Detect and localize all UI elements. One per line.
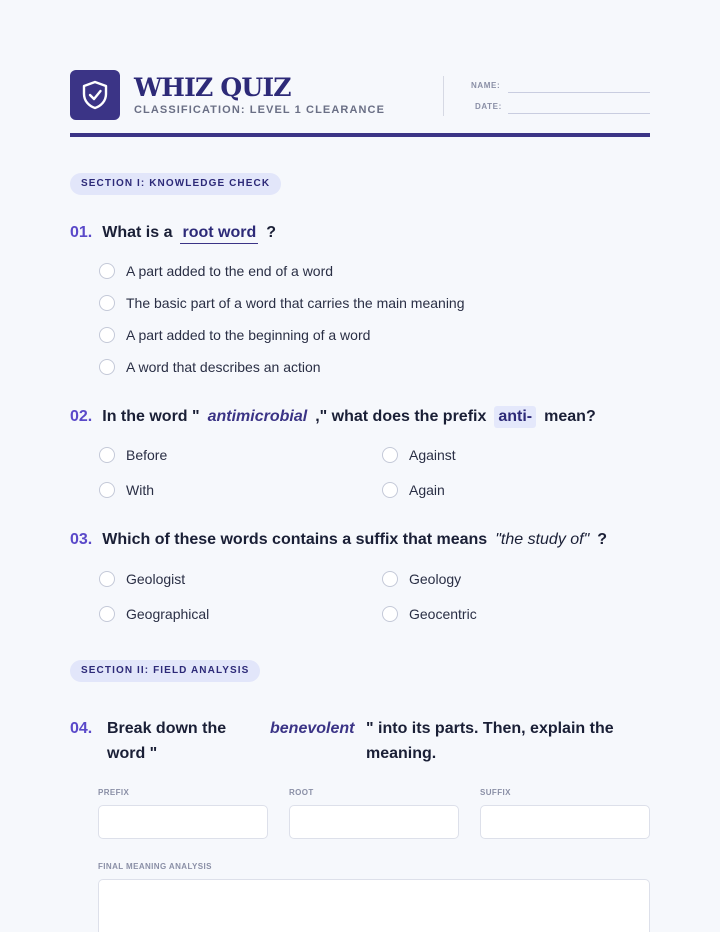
q2-option-a[interactable]: Before: [99, 447, 167, 463]
question-number: 01.: [70, 224, 93, 241]
quiz-page: WHIZ QUIZ CLASSIFICATION: LEVEL 1 CLEARANCE NAME: DATE: SECTION I: KNOWLEDGE CHECK 01. What is a root word ? A part added to the end of a word The basic part of a word that carries the main meaning A part added to the beginning of a word A word that describes an action 02. In the word " antimicrobial ," what does the prefix anti- mean? Before Against With Again 03. Which of these words contains a suffix that means "the study of" ? Geologist Geology Geographical Geocentric SECTION II: FIELD ANALYSIS 04. Break down the word " benevolent " into its parts. Then, explain the meaning. PREFIX ROOT SUFFIX FINAL MEANING ANALYSIS: [70, 0, 650, 932]
question-number: 04.: [70, 720, 93, 737]
q2-option-b[interactable]: Against: [382, 447, 456, 463]
section-1-badge: SECTION I: KNOWLEDGE CHECK: [70, 173, 281, 195]
radio-button[interactable]: [99, 447, 115, 463]
logo: [70, 70, 120, 120]
radio-button[interactable]: [99, 295, 115, 311]
question-2: 02. In the word " antimicrobial ," what does the prefix anti- mean?: [70, 406, 650, 428]
prefix-label: PREFIX: [98, 788, 130, 797]
date-field[interactable]: [508, 113, 650, 114]
q1-option-c[interactable]: A part added to the beginning of a word: [99, 327, 370, 343]
q3-option-a[interactable]: Geologist: [99, 571, 185, 587]
q3-option-c[interactable]: Geographical: [99, 606, 209, 622]
keyword-antimicrobial: antimicrobial: [207, 408, 308, 425]
radio-button[interactable]: [99, 606, 115, 622]
q3-option-b[interactable]: Geology: [382, 571, 461, 587]
q1-option-b[interactable]: The basic part of a word that carries the main meaning: [99, 295, 465, 311]
name-field[interactable]: [508, 92, 650, 93]
prefix-input[interactable]: [98, 805, 268, 839]
radio-button[interactable]: [382, 482, 398, 498]
suffix-label: SUFFIX: [480, 788, 511, 797]
q3-option-d[interactable]: Geocentric: [382, 606, 477, 622]
keyword-benevolent: benevolent: [270, 720, 355, 737]
radio-button[interactable]: [99, 359, 115, 375]
date-label: DATE:: [475, 102, 502, 111]
radio-button[interactable]: [99, 327, 115, 343]
suffix-input[interactable]: [480, 805, 650, 839]
radio-button[interactable]: [382, 571, 398, 587]
question-3: 03. Which of these words contains a suffix that means "the study of" ?: [70, 531, 608, 548]
classification-label: CLASSIFICATION: LEVEL 1 CLEARANCE: [134, 104, 386, 116]
name-label: NAME:: [471, 81, 501, 90]
final-meaning-textarea[interactable]: [98, 879, 650, 932]
root-label: ROOT: [289, 788, 314, 797]
phrase-the-study-of: "the study of": [495, 531, 590, 548]
shield-check-icon: [81, 80, 109, 110]
header-rule: [70, 133, 650, 137]
root-input[interactable]: [289, 805, 459, 839]
section-2-badge: SECTION II: FIELD ANALYSIS: [70, 660, 260, 682]
question-number: 02.: [70, 408, 93, 425]
q1-option-d[interactable]: A word that describes an action: [99, 359, 321, 375]
keyword-anti: anti-: [494, 406, 536, 428]
q1-option-a[interactable]: A part added to the end of a word: [99, 263, 333, 279]
radio-button[interactable]: [99, 263, 115, 279]
q2-option-d[interactable]: Again: [382, 482, 445, 498]
question-number: 03.: [70, 531, 93, 548]
q2-option-c[interactable]: With: [99, 482, 154, 498]
header-divider: [443, 76, 444, 116]
radio-button[interactable]: [99, 571, 115, 587]
final-meaning-label: FINAL MEANING ANALYSIS: [98, 862, 212, 871]
radio-button[interactable]: [99, 482, 115, 498]
radio-button[interactable]: [382, 447, 398, 463]
question-1: 01. What is a root word ?: [70, 224, 650, 244]
radio-button[interactable]: [382, 606, 398, 622]
keyword-root-word: root word: [180, 224, 258, 244]
quiz-title: WHIZ QUIZ: [134, 73, 291, 102]
